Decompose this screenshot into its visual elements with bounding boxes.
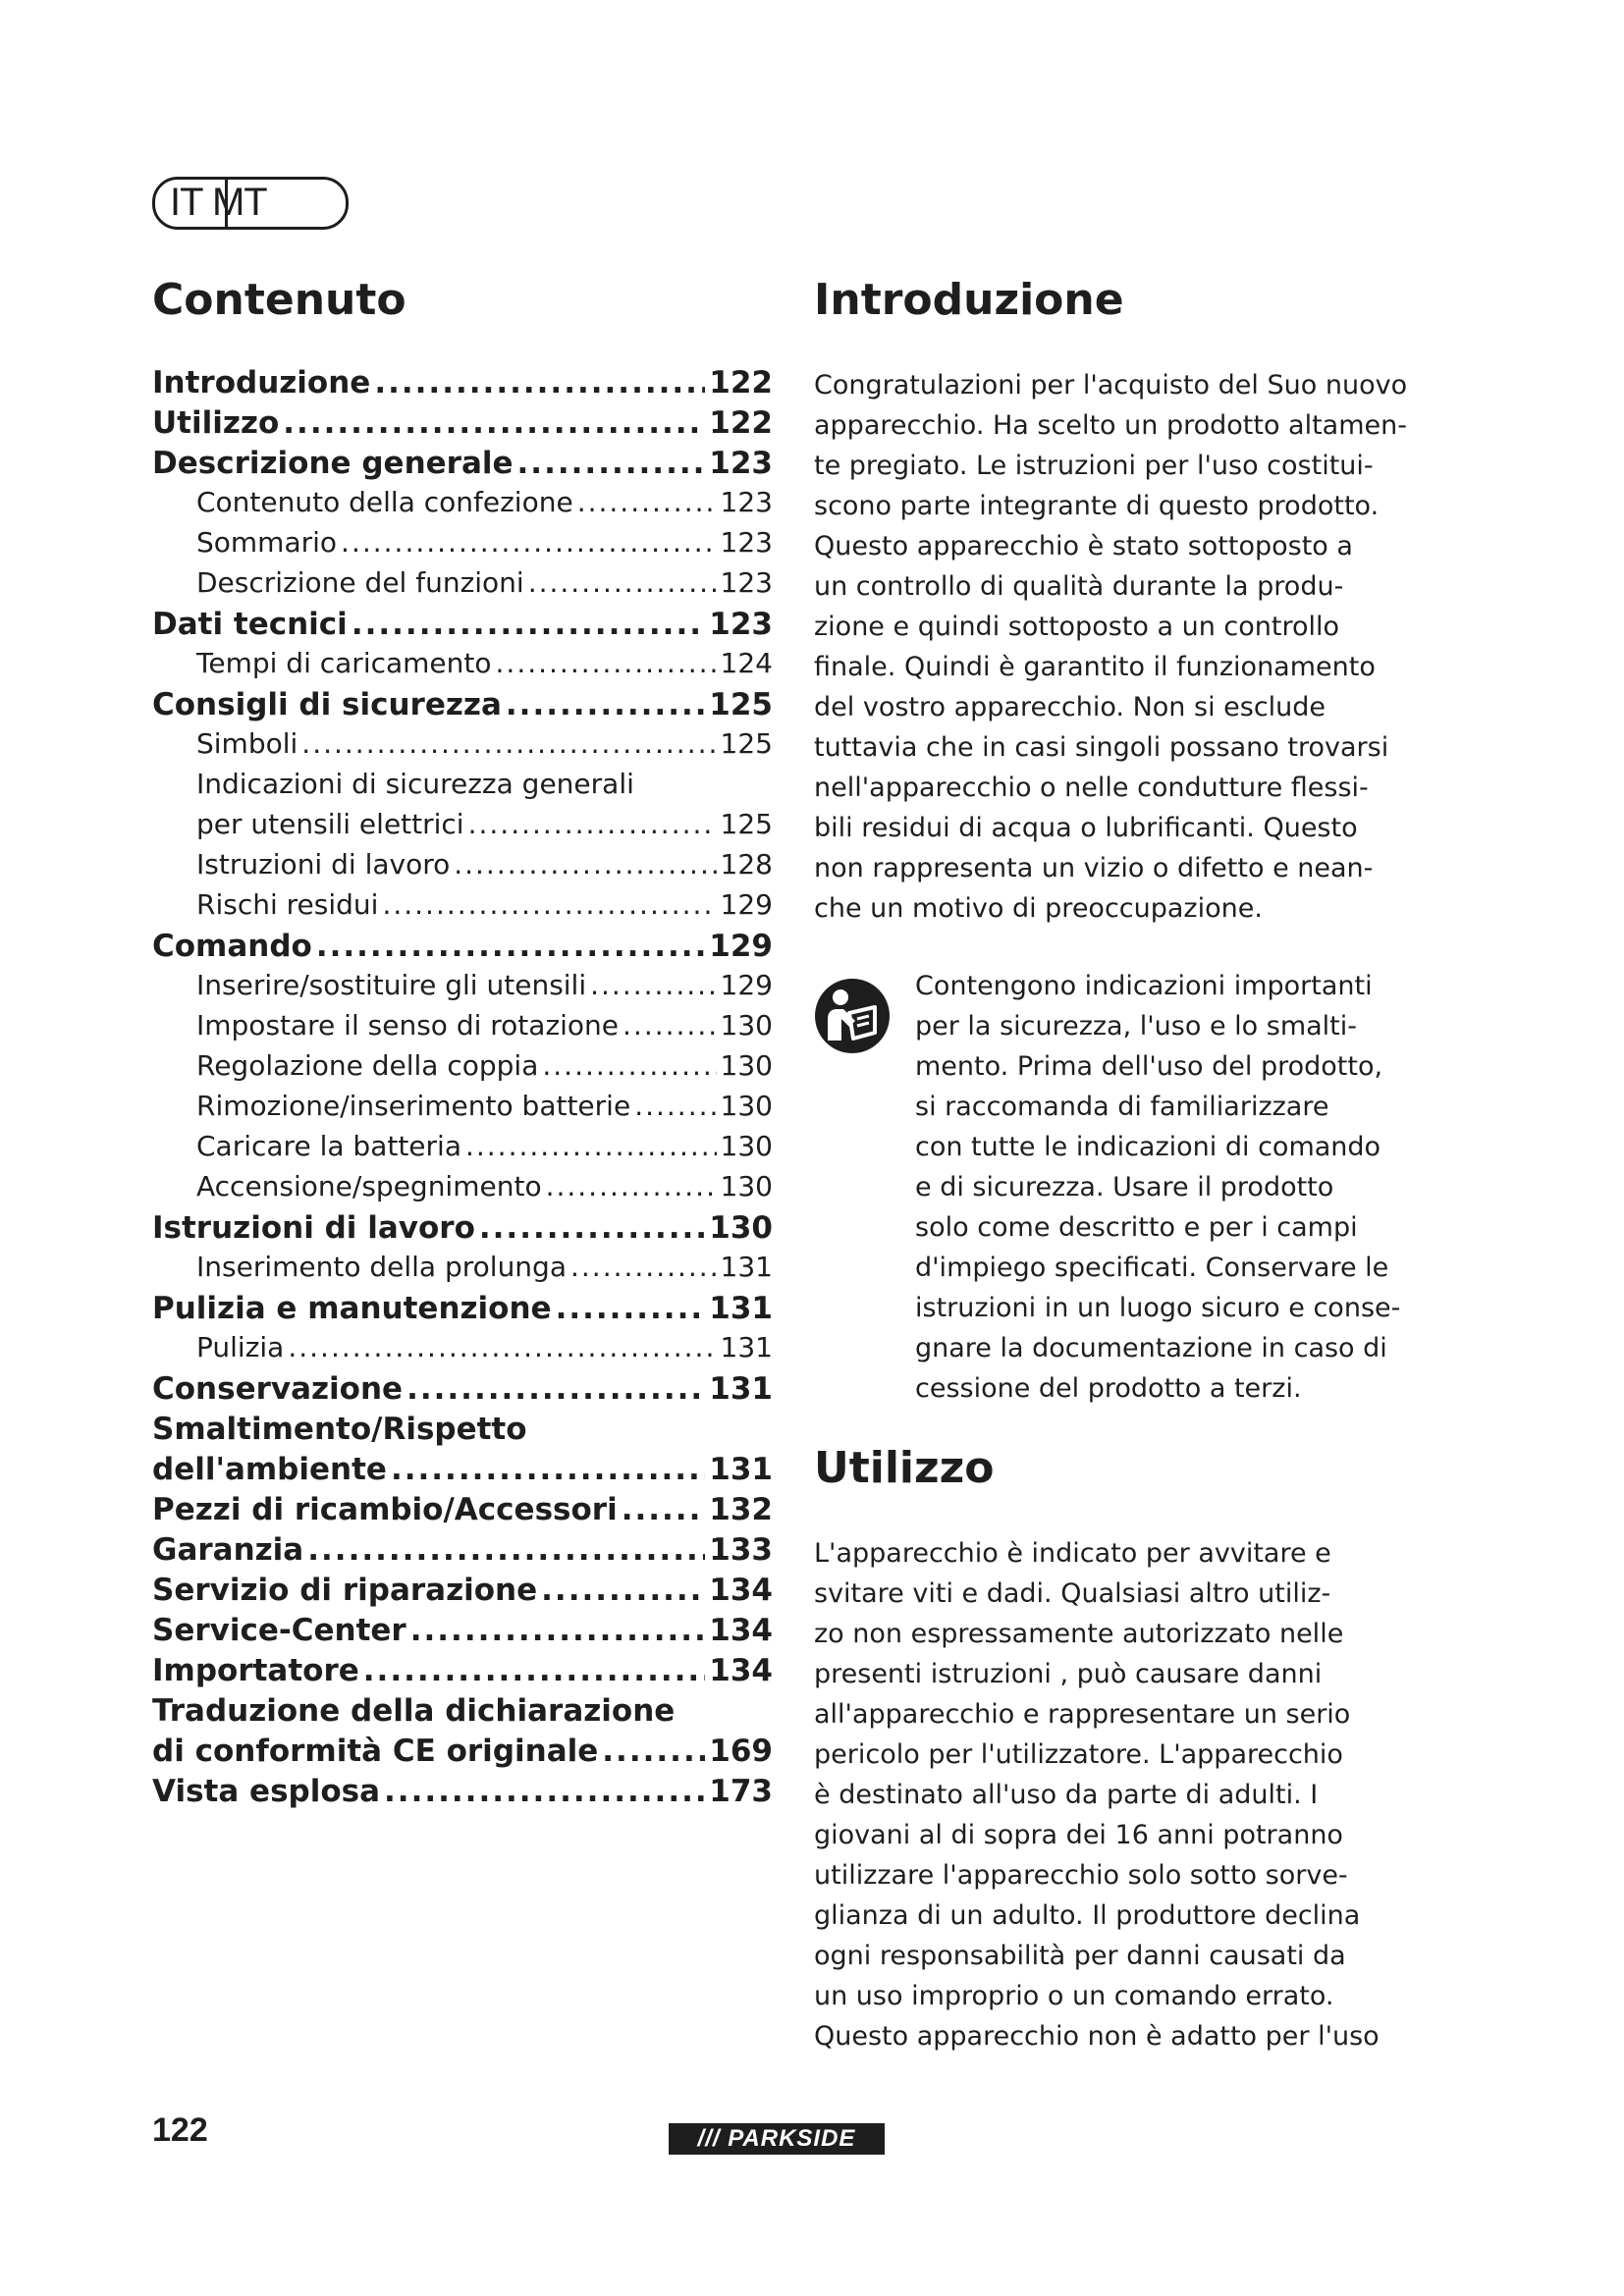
- toc-entry-page: 123: [720, 526, 773, 559]
- toc-entry-title: Smaltimento/Rispetto: [152, 1412, 527, 1447]
- toc-entry-title: Vista esplosa: [152, 1774, 381, 1809]
- toc-dot-leader: [288, 1331, 716, 1363]
- intro-line: scono parte integrante di questo prodotto.: [814, 491, 1380, 521]
- toc-entry-page: 130: [720, 1049, 773, 1082]
- toc-entry-title: Regolazione della coppia: [196, 1049, 539, 1082]
- toc-heading: Contenuto: [152, 275, 406, 325]
- toc-entry-title: per utensili elettrici: [196, 808, 464, 840]
- intro-line: un controllo di qualità durante la produ-: [814, 571, 1344, 602]
- use-line: giovani al di sopra dei 16 anni potranno: [814, 1820, 1343, 1850]
- toc-dot-leader: [301, 727, 716, 760]
- intro-line: te pregiato. Le istruzioni per l'uso costitui-: [814, 451, 1374, 481]
- toc-entry-page: 124: [720, 647, 773, 679]
- toc-entry: [152, 848, 773, 888]
- toc-entry-title: Inserire/sostituire gli utensili: [196, 969, 587, 1001]
- toc-entry: [152, 365, 773, 405]
- intro-line: tuttavia che in casi singoli possano trovarsi: [814, 732, 1389, 763]
- toc-entry-title: Traduzione della dichiarazione: [152, 1693, 676, 1729]
- toc-entry-page: 129: [720, 969, 773, 1001]
- use-line: ogni responsabilità per danni causati da: [814, 1941, 1346, 1971]
- intro-line: del vostro apparecchio. Non si esclude: [814, 692, 1326, 722]
- toc-entry-page: 122: [709, 405, 773, 441]
- toc-entry: [152, 1291, 773, 1331]
- use-line: è destinato all'uso da parte di adulti. I: [814, 1780, 1319, 1810]
- toc-entry-title: Sommario: [196, 526, 338, 559]
- toc-entry-page: 130: [720, 1090, 773, 1122]
- toc-entry: [152, 768, 773, 808]
- use-line: presenti istruzioni , può causare danni: [814, 1659, 1323, 1689]
- toc-entry: [152, 1452, 773, 1492]
- toc-entry: [152, 1573, 773, 1613]
- toc-entry-title: Rischi residui: [196, 888, 379, 921]
- toc-entry-page: 123: [720, 566, 773, 599]
- intro-line: nell'apparecchio o nelle condutture flessi-: [814, 773, 1369, 803]
- toc-entry-page: 131: [709, 1371, 773, 1407]
- toc-entry: [152, 1653, 773, 1693]
- toc-dot-leader: [623, 1009, 717, 1041]
- toc-entry-title: Rimozione/inserimento batterie: [196, 1090, 631, 1122]
- toc-entry: [152, 1371, 773, 1412]
- note-line: d'impiego specificati. Conservare le: [915, 1253, 1389, 1283]
- toc-entry-page: 130: [709, 1210, 773, 1246]
- table-of-contents: [152, 365, 773, 1814]
- toc-entry-page: 129: [720, 888, 773, 921]
- toc-dot-leader: [602, 1734, 705, 1769]
- toc-entry-title: Caricare la batteria: [196, 1130, 461, 1162]
- toc-dot-leader: [634, 1090, 716, 1122]
- intro-heading: Introduzione: [814, 275, 1124, 325]
- toc-entry-page: 134: [709, 1573, 773, 1608]
- note-line: e di sicurezza. Usare il prodotto: [915, 1172, 1334, 1202]
- note-line: Contengono indicazioni importanti: [915, 971, 1373, 1001]
- toc-entry-page: 122: [709, 365, 773, 400]
- intro-paragraph: [814, 365, 1462, 929]
- toc-entry-title: dell'ambiente: [152, 1452, 387, 1487]
- toc-entry-title: Comando: [152, 929, 312, 964]
- toc-entry-title: Accensione/spegnimento: [196, 1170, 542, 1202]
- toc-dot-leader: [506, 687, 705, 722]
- toc-dot-leader: [341, 526, 717, 559]
- toc-entry: [152, 566, 773, 607]
- toc-entry: [152, 929, 773, 969]
- note-line: con tutte le indicazioni di comando: [915, 1132, 1381, 1162]
- toc-dot-leader: [391, 1452, 705, 1487]
- toc-dot-leader: [496, 647, 717, 679]
- toc-entry-title: Istruzioni di lavoro: [196, 848, 451, 881]
- toc-entry-page: 131: [720, 1251, 773, 1283]
- language-badge-label: IT MT: [170, 181, 267, 224]
- toc-dot-leader: [570, 1251, 717, 1283]
- toc-dot-leader: [382, 888, 716, 921]
- toc-entry-page: 123: [709, 607, 773, 642]
- intro-line: Congratulazioni per l'acquisto del Suo nuovo: [814, 370, 1408, 400]
- toc-entry-title: Garanzia: [152, 1532, 304, 1568]
- toc-entry-page: 129: [709, 929, 773, 964]
- read-manual-icon: [814, 978, 891, 1054]
- toc-entry: [152, 888, 773, 929]
- toc-entry: [152, 1090, 773, 1130]
- toc-entry: [152, 1492, 773, 1532]
- toc-dot-leader: [541, 1573, 705, 1608]
- toc-entry-page: 128: [720, 848, 773, 881]
- toc-entry-title: Impostare il senso di rotazione: [196, 1009, 620, 1041]
- toc-dot-leader: [410, 1613, 706, 1648]
- toc-dot-leader: [546, 1170, 717, 1202]
- toc-dot-leader: [542, 1049, 716, 1082]
- toc-entry-title: Istruzioni di lavoro: [152, 1210, 475, 1246]
- toc-entry-page: 130: [720, 1130, 773, 1162]
- toc-entry-page: 130: [720, 1009, 773, 1041]
- intro-line: non rappresenta un vizio o difetto e nean-: [814, 853, 1374, 883]
- toc-entry: [152, 1412, 773, 1452]
- toc-entry: [152, 969, 773, 1009]
- use-paragraph: [814, 1533, 1462, 2056]
- toc-entry-title: Inserimento della prolunga: [196, 1251, 567, 1283]
- toc-entry-page: 173: [709, 1774, 773, 1809]
- toc-entry-title: Pezzi di ricambio/Accessori: [152, 1492, 618, 1527]
- toc-entry-page: 125: [720, 808, 773, 840]
- toc-dot-leader: [556, 1291, 706, 1326]
- toc-entry-title: Introduzione: [152, 365, 371, 400]
- toc-entry: [152, 446, 773, 486]
- toc-dot-leader: [363, 1653, 706, 1688]
- intro-line: apparecchio. Ha scelto un prodotto altamen-: [814, 410, 1407, 441]
- toc-entry: [152, 1049, 773, 1090]
- toc-entry-title: Dati tecnici: [152, 607, 348, 642]
- toc-entry: [152, 1693, 773, 1734]
- toc-entry-title: Descrizione del funzioni: [196, 566, 524, 599]
- toc-entry: [152, 486, 773, 526]
- brand-logo: /// PARKSIDE: [669, 2123, 885, 2155]
- toc-entry-page: 130: [720, 1170, 773, 1202]
- toc-entry-title: Tempi di caricamento: [196, 647, 492, 679]
- toc-dot-leader: [384, 1774, 705, 1809]
- intro-line: Questo apparecchio è stato sottoposto a: [814, 531, 1353, 561]
- toc-entry-title: Simboli: [196, 727, 298, 760]
- toc-entry-title: Servizio di riparazione: [152, 1573, 538, 1608]
- use-line: utilizzare l'apparecchio solo sotto sorve-: [814, 1860, 1348, 1891]
- toc-entry-title: Conservazione: [152, 1371, 404, 1407]
- toc-entry: [152, 1210, 773, 1251]
- toc-entry: [152, 808, 773, 848]
- note-line: solo come descritto e per i campi: [915, 1212, 1358, 1243]
- toc-dot-leader: [517, 446, 706, 481]
- use-heading: Utilizzo: [814, 1443, 995, 1493]
- toc-entry-page: 123: [709, 446, 773, 481]
- toc-entry-page: 169: [709, 1734, 773, 1769]
- toc-entry-title: Pulizia e manutenzione: [152, 1291, 552, 1326]
- toc-entry: [152, 1130, 773, 1170]
- toc-dot-leader: [468, 808, 717, 840]
- toc-entry: [152, 727, 773, 768]
- note-line: cessione del prodotto a terzi.: [915, 1373, 1302, 1404]
- toc-dot-leader: [528, 566, 717, 599]
- use-line: un uso improprio o un comando errato.: [814, 1981, 1334, 2011]
- toc-entry: [152, 647, 773, 687]
- note-line: gnare la documentazione in caso di: [915, 1333, 1387, 1363]
- toc-dot-leader: [316, 929, 705, 964]
- toc-dot-leader: [454, 848, 716, 881]
- toc-entry-title: Indicazioni di sicurezza generali: [196, 768, 634, 800]
- toc-dot-leader: [307, 1532, 705, 1568]
- intro-line: zione e quindi sottoposto a un controllo: [814, 612, 1340, 642]
- toc-entry-page: 132: [709, 1492, 773, 1527]
- intro-line: finale. Quindi è garantito il funzionamento: [814, 652, 1376, 682]
- toc-entry-page: 131: [720, 1331, 773, 1363]
- toc-entry-page: 131: [709, 1291, 773, 1326]
- note-line: mento. Prima dell'uso del prodotto,: [915, 1051, 1383, 1082]
- toc-entry: [152, 1251, 773, 1291]
- toc-entry: [152, 1532, 773, 1573]
- toc-entry-title: Importatore: [152, 1653, 359, 1688]
- toc-dot-leader: [406, 1371, 705, 1407]
- toc-entry: [152, 1613, 773, 1653]
- toc-entry-page: 125: [709, 687, 773, 722]
- toc-entry: [152, 1009, 773, 1049]
- toc-entry: [152, 405, 773, 446]
- use-line: all'apparecchio e rappresentare un serio: [814, 1699, 1351, 1730]
- toc-dot-leader: [283, 405, 705, 441]
- toc-entry-page: 134: [709, 1653, 773, 1688]
- toc-dot-leader: [479, 1210, 705, 1246]
- intro-line: bili residui di acqua o lubrificanti. Questo: [814, 813, 1358, 843]
- toc-dot-leader: [374, 365, 705, 400]
- toc-entry-page: 131: [709, 1452, 773, 1487]
- toc-dot-leader: [590, 969, 716, 1001]
- language-badge: [152, 177, 349, 228]
- toc-dot-leader: [352, 607, 705, 642]
- toc-entry: [152, 1331, 773, 1371]
- use-line: Questo apparecchio non è adatto per l'uso: [814, 2021, 1380, 2052]
- note-line: per la sicurezza, l'uso e lo smalti-: [915, 1011, 1358, 1041]
- toc-dot-leader: [577, 486, 717, 518]
- note-line: istruzioni in un luogo sicuro e conse-: [915, 1293, 1401, 1323]
- toc-entry-page: 134: [709, 1613, 773, 1648]
- toc-entry-title: di conformità CE originale: [152, 1734, 599, 1769]
- toc-entry-title: Pulizia: [196, 1331, 285, 1363]
- intro-line: che un motivo di preoccupazione.: [814, 893, 1263, 924]
- safety-note: [915, 966, 1465, 1409]
- toc-entry-page: 123: [720, 486, 773, 518]
- use-line: svitare viti e dadi. Qualsiasi altro utiliz-: [814, 1578, 1331, 1609]
- toc-entry-page: 133: [709, 1532, 773, 1568]
- use-line: zo non espressamente autorizzato nelle: [814, 1619, 1344, 1649]
- use-line: glianza di un adulto. Il produttore declina: [814, 1900, 1361, 1931]
- toc-entry-title: Service-Center: [152, 1613, 406, 1648]
- toc-entry: [152, 1170, 773, 1210]
- toc-entry-title: Contenuto della confezione: [196, 486, 573, 518]
- toc-entry-page: 125: [720, 727, 773, 760]
- note-line: si raccomanda di familiarizzare: [915, 1092, 1329, 1122]
- use-line: L'apparecchio è indicato per avvitare e: [814, 1538, 1331, 1569]
- toc-entry: [152, 526, 773, 566]
- toc-entry: [152, 1774, 773, 1814]
- toc-entry: [152, 687, 773, 727]
- toc-entry: [152, 607, 773, 647]
- page-number: 122: [152, 2111, 208, 2149]
- toc-entry-title: Utilizzo: [152, 405, 280, 441]
- toc-entry-title: Consigli di sicurezza: [152, 687, 502, 722]
- toc-entry-title: Descrizione generale: [152, 446, 514, 481]
- use-line: pericolo per l'utilizzatore. L'apparecchio: [814, 1739, 1343, 1770]
- toc-dot-leader: [622, 1492, 706, 1527]
- toc-entry: [152, 1734, 773, 1774]
- toc-dot-leader: [465, 1130, 717, 1162]
